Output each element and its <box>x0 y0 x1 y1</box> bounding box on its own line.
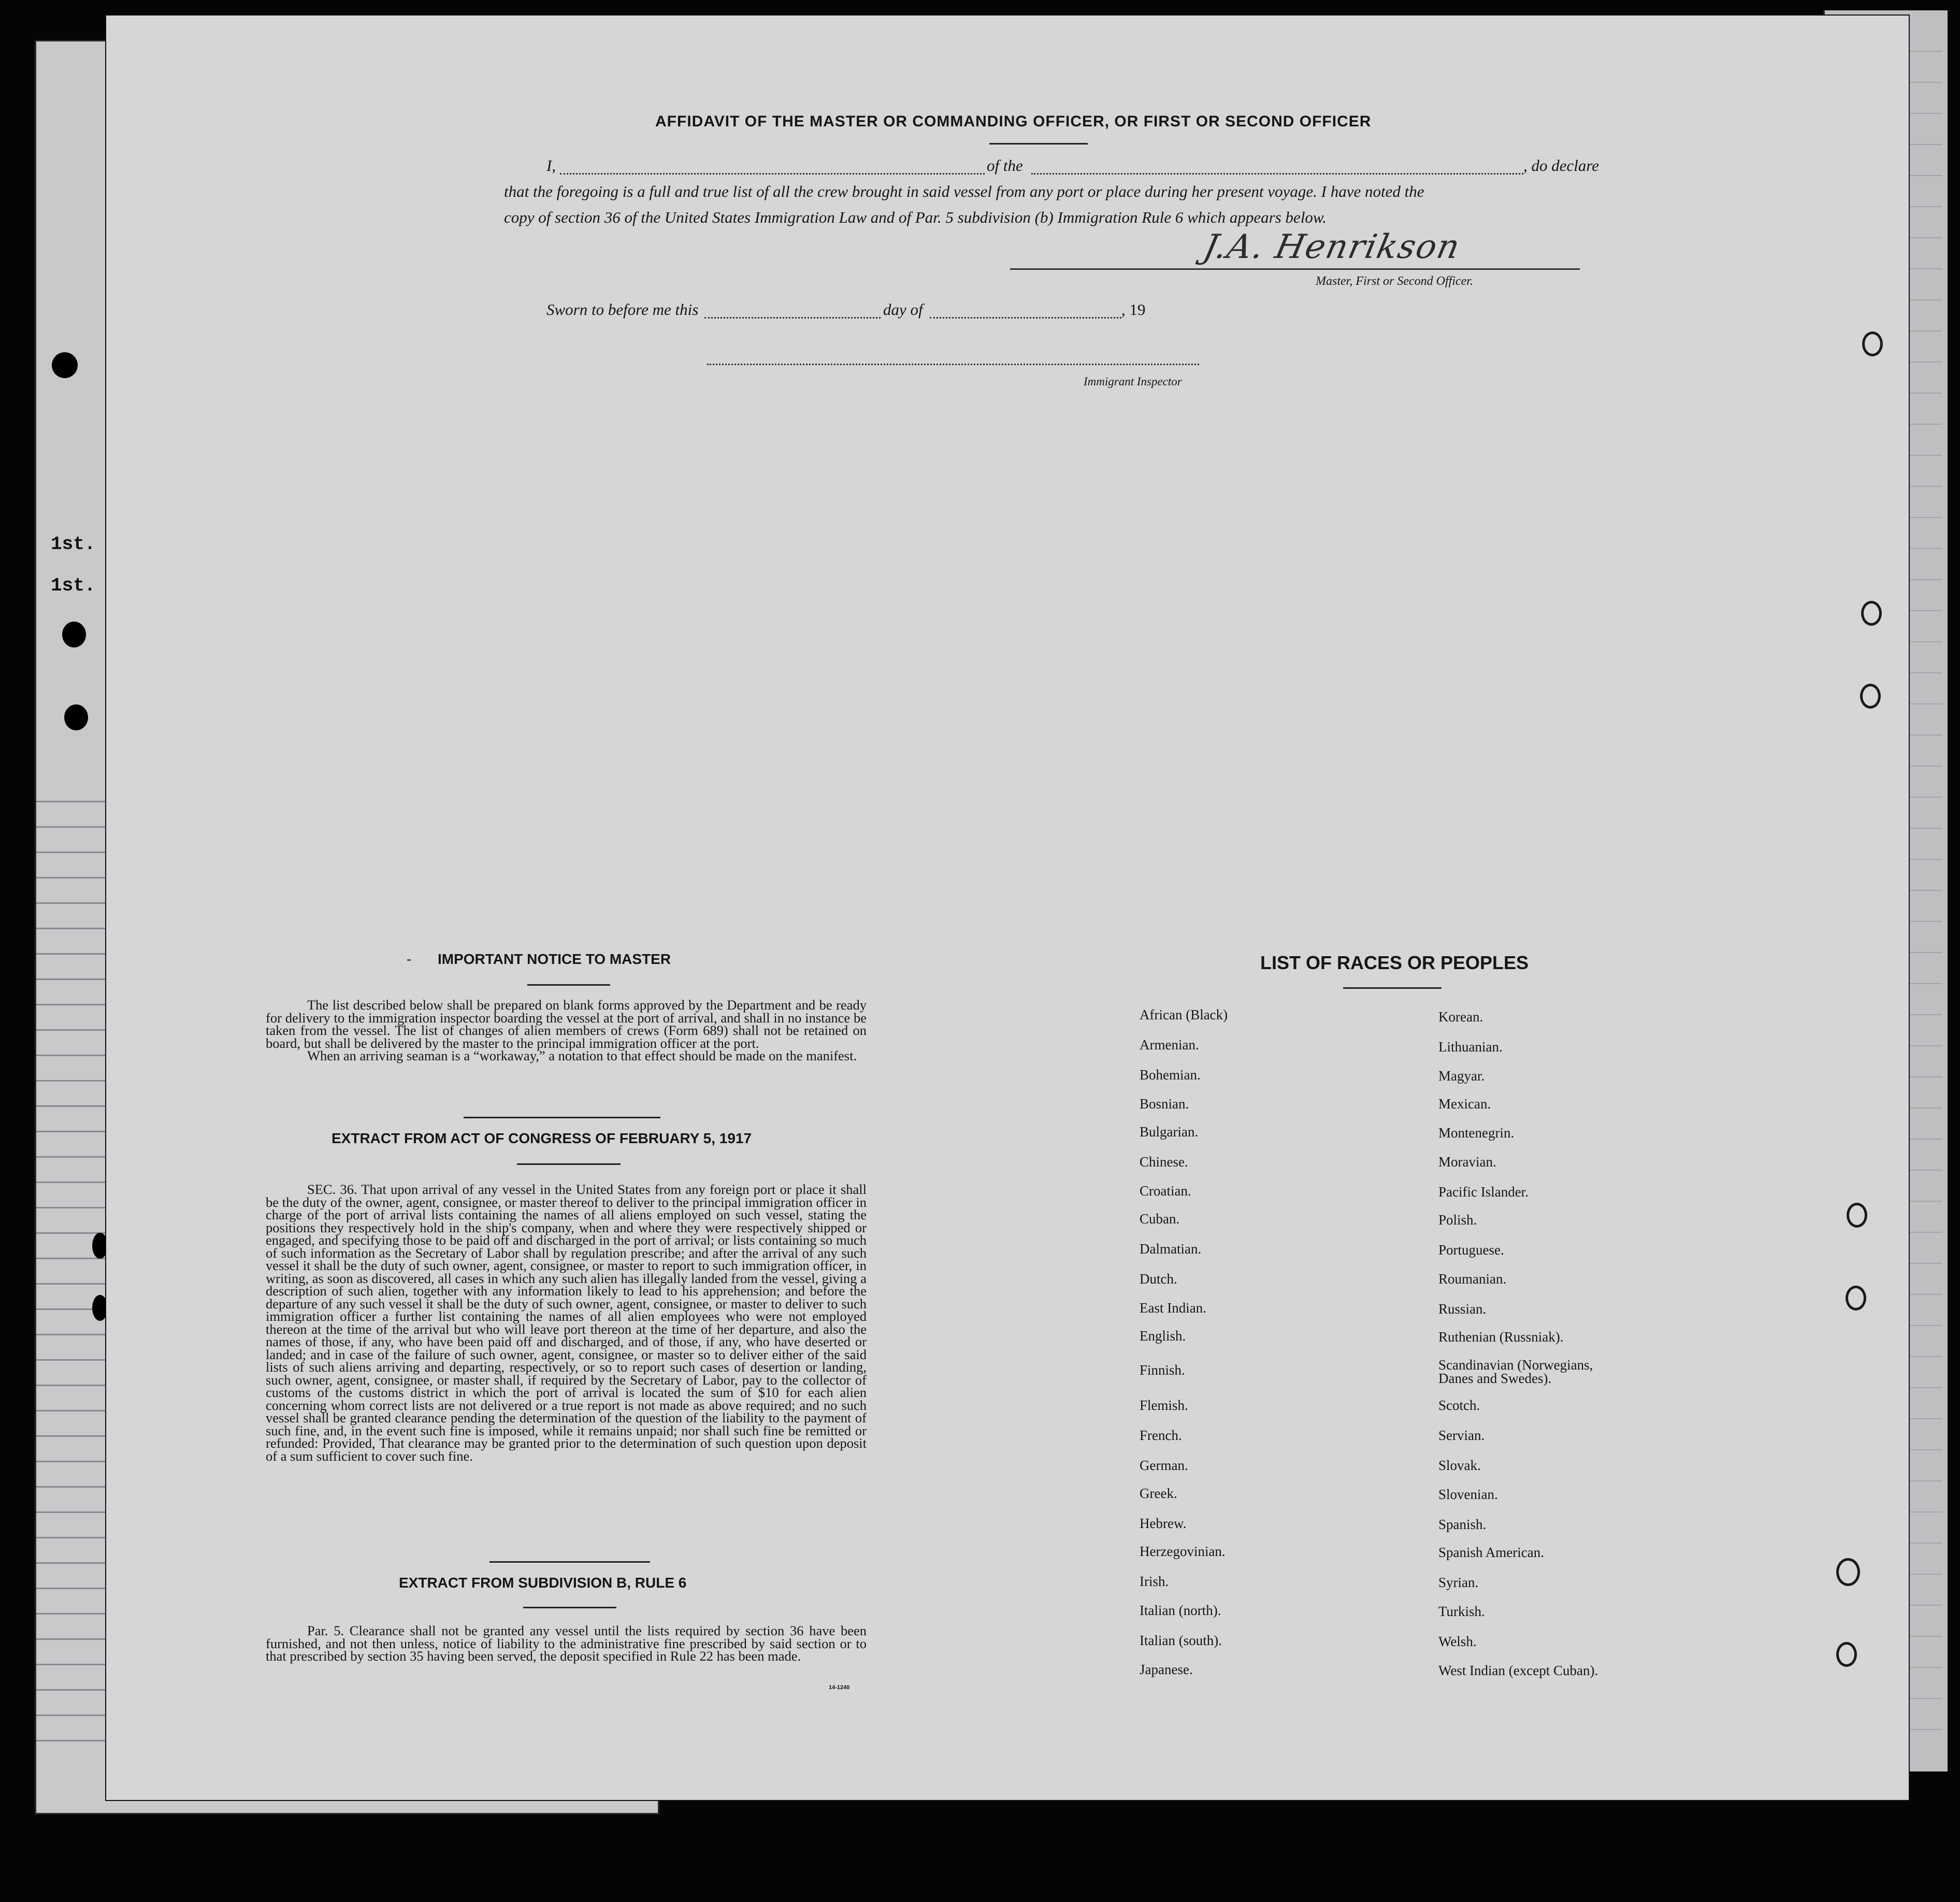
rule-title-underline <box>523 1607 616 1608</box>
name-blank <box>560 173 985 175</box>
race-item-right: Spanish American. <box>1438 1545 1544 1560</box>
race-item-left: Armenian. <box>1140 1037 1199 1053</box>
signature-caption: Master, First or Second Officer. <box>1316 275 1473 288</box>
race-item-right: Mexican. <box>1438 1096 1491 1112</box>
race-item-right: Slovenian. <box>1438 1487 1498 1502</box>
vessel-blank <box>1031 173 1523 175</box>
declaration-i: I, <box>546 156 556 175</box>
rule-paragraph-5: Par. 5. Clearance shall not be granted any vessel until the lists required by section 36 have been furnished, and not then unless, notice of liability to the administrative fine prescribed by said section or to that prescribed by section 35 having been served, the deposit specified in Rule 22 has been made. <box>266 1623 867 1664</box>
notice-underline <box>527 984 610 986</box>
races-title: LIST OF RACES OR PEOPLES <box>1260 952 1529 973</box>
declaration-of-the: of the <box>987 156 1023 175</box>
race-item-left: East Indian. <box>1140 1300 1206 1316</box>
punch-hole <box>92 1295 108 1321</box>
race-item-right: Portuguese. <box>1438 1242 1504 1258</box>
race-item-right: Pacific Islander. <box>1438 1184 1529 1200</box>
race-item-left: Dutch. <box>1140 1271 1177 1287</box>
binder-ring <box>1846 1286 1866 1310</box>
race-item-right: Korean. <box>1438 1009 1483 1025</box>
race-item-right: Montenegrin. <box>1438 1125 1515 1141</box>
race-item-right: Roumanian. <box>1438 1271 1507 1287</box>
race-item-right: Scotch. <box>1438 1397 1480 1413</box>
punch-hole <box>92 1233 108 1259</box>
race-item-left: Croatian. <box>1140 1183 1191 1199</box>
race-item-left: Cuban. <box>1140 1211 1180 1227</box>
sworn-month-blank <box>930 317 1121 319</box>
sworn-label: Sworn to before me this <box>546 300 699 319</box>
races-underline <box>1343 987 1442 989</box>
declaration-do-declare: , do declare <box>1523 156 1599 175</box>
inspector-signature-line <box>707 364 1199 365</box>
binder-ring <box>1862 332 1883 356</box>
act-title-underline <box>517 1163 621 1165</box>
race-item-left: Hebrew. <box>1140 1516 1187 1531</box>
race-item-left: French. <box>1140 1428 1182 1443</box>
race-item-left: Bosnian. <box>1140 1096 1189 1112</box>
punch-hole <box>64 704 88 730</box>
notice-body <box>266 999 867 1062</box>
form-page <box>106 16 1909 1800</box>
race-item-right: Polish. <box>1438 1212 1477 1228</box>
inspector-caption: Immigrant Inspector <box>1084 375 1182 388</box>
race-item-left: German. <box>1140 1458 1188 1473</box>
race-item-left: Flemish. <box>1140 1397 1188 1413</box>
race-item-left: Chinese. <box>1140 1154 1188 1170</box>
notice-paragraph: When an arriving seaman is a “workaway,” a notation to that effect should be made on the manifest. <box>307 1048 857 1063</box>
binder-ring <box>1861 601 1882 626</box>
notice-title: IMPORTANT NOTICE TO MASTER <box>438 951 671 967</box>
section-divider <box>464 1117 660 1118</box>
affidavit-title: AFFIDAVIT OF THE MASTER OR COMMANDING OFFICER, OR FIRST OR SECOND OFFICER <box>655 113 1372 130</box>
race-item-left: Herzegovinian. <box>1140 1544 1226 1559</box>
race-item-left: Greek. <box>1140 1486 1177 1501</box>
declaration-text-line: that the foregoing is a full and true list of all the crew brought in said vessel from any port or place during her present voyage. I have noted the <box>504 182 1424 200</box>
race-item-right: Slovak. <box>1438 1458 1481 1473</box>
race-item-left: Japanese. <box>1140 1662 1193 1677</box>
race-item-right: Russian. <box>1438 1301 1487 1317</box>
rule-extract-text <box>266 1624 867 1663</box>
race-item-right: Scandinavian (Norwegians, Danes and Swedes). <box>1438 1357 1593 1386</box>
race-item-left: Finnish. <box>1140 1362 1185 1378</box>
race-item-left: Italian (south). <box>1140 1633 1222 1648</box>
race-item-right: Magyar. <box>1438 1068 1485 1084</box>
punch-hole <box>62 622 86 647</box>
act-extract-text <box>266 1183 867 1462</box>
race-item-right: Lithuanian. <box>1438 1039 1503 1055</box>
race-item-right: Spanish. <box>1438 1517 1487 1532</box>
binder-ring <box>1847 1203 1867 1228</box>
race-item-left: Irish. <box>1140 1574 1169 1589</box>
dash-mark: - <box>407 951 412 967</box>
race-item-left: Dalmatian. <box>1140 1241 1202 1257</box>
year-label: , 19 <box>1121 300 1146 319</box>
race-item-left: English. <box>1140 1328 1186 1344</box>
race-item-left: Italian (north). <box>1140 1603 1221 1618</box>
race-item-left: Bohemian. <box>1140 1067 1201 1083</box>
act-section-36: SEC. 36. That upon arrival of any vessel in the United States from any foreign port or place it shall be the duty of the owner, agent, consignee, or master thereof to deliver to the principal immigration officer in charge of the port of arrival lists containing the names of all aliens employed on such vessel, stating the positions they respectively hold in the ship's company, when and where they were respectively shipped or engaged, and specifying those to be paid off and discharged in the port of arrival; or lists containing so much of such information as the Secretary of Labor shall by regulation prescribe; and after the arrival of any such vessel it shall be the duty of such owner, agent, consignee, or master to report to such immigration officer, in writing, as soon as discovered, all cases in which any such alien has illegally landed from the vessel, giving a description of such alien, together with any information likely to lead to his apprehension; and before the departure of any such vessel it shall be the duty of such owner, agent, consignee, or master to deliver to such immigration officer a further list containing the names of all alien employees who were not employed thereon at the time of the arrival but who will leave port thereon at the time of her departure, and also the names of those, if any, who have been paid off and discharged, and of those, if any, who have deserted or landed; and in case of the failure of such owner, agent, consignee, or master so to deliver either of the said lists of such aliens arriving and departing, respectively, or so to report such cases of desertion or landing, such owner, agent, consignee, or master shall, if required by the Secretary of Labor, pay to the collector of customs of the customs district in which the port of arrival is located the sum of $10 for each alien concerning whom correct lists are not delivered or a true report is not made as above required; and no such vessel shall be granted clearance pending the determination of the question of the liability to the payment of such fine, and, in the event such fine is imposed, while it remains unpaid; nor shall such fine be remitted or refunded: Provided, That clearance may be granted prior to the determination of such question upon deposit of a sum sufficient to cover such fine. <box>266 1181 867 1464</box>
race-item-right: Welsh. <box>1438 1634 1477 1649</box>
race-item-right: Servian. <box>1438 1428 1485 1443</box>
section-divider <box>489 1561 650 1563</box>
binder-ring <box>1836 1642 1857 1667</box>
race-item-right: West Indian (except Cuban). <box>1438 1663 1598 1678</box>
signature-line <box>1010 268 1580 270</box>
rule-extract-title: EXTRACT FROM SUBDIVISION B, RULE 6 <box>399 1575 687 1591</box>
binder-ring <box>1860 684 1881 709</box>
race-item-right: Syrian. <box>1438 1575 1479 1590</box>
race-item-right: Moravian. <box>1438 1154 1496 1170</box>
margin-mark: 1st. <box>51 534 96 555</box>
race-item-left: African (Black) <box>1140 1007 1228 1022</box>
sworn-day-blank <box>704 317 881 319</box>
day-of-label: day of <box>883 300 923 319</box>
act-extract-title: EXTRACT FROM ACT OF CONGRESS OF FEBRUARY 5, 1917 <box>332 1130 752 1146</box>
race-item-left: Bulgarian. <box>1140 1124 1199 1140</box>
margin-mark: 1st. <box>51 575 96 596</box>
notice-paragraph: The list described below shall be prepared on blank forms approved by the Department and be ready for delivery to the immigration inspector boarding the vessel at the port of arrival, and shall in no instance be taken from the vessel. The list of changes of alien members of crews (Form 689) shall not be retained on board, but shall be delivered by the master to the principal immigration officer at the port. <box>266 997 867 1051</box>
race-item-right: Ruthenian (Russniak). <box>1438 1329 1564 1345</box>
punch-hole <box>52 352 78 378</box>
binder-ring <box>1836 1558 1860 1586</box>
race-item-right: Turkish. <box>1438 1604 1485 1619</box>
master-signature: J.A. Henrikson <box>1200 228 1464 266</box>
title-underline <box>989 143 1088 145</box>
form-number: 14-1240 <box>829 1684 850 1691</box>
declaration-text-line: copy of section 36 of the United States Immigration Law and of Par. 5 subdivision (b) Immigration Rule 6 which appears below. <box>504 208 1327 226</box>
